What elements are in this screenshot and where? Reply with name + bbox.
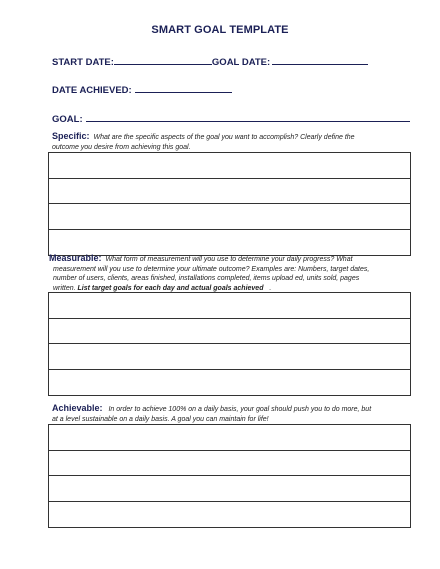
date-achieved-field [52, 83, 232, 96]
specific-description [52, 132, 355, 152]
measurable-row[interactable] [49, 344, 410, 370]
goal-date-line[interactable] [272, 55, 368, 65]
date-achieved-line[interactable] [135, 83, 232, 93]
specific-text-line-2: outcome you desire from achieving this goal. [52, 143, 191, 151]
achievable-row[interactable] [49, 425, 410, 451]
specific-box [48, 152, 411, 256]
measurable-row[interactable] [49, 293, 410, 319]
measurable-row[interactable] [49, 370, 410, 396]
specific-heading: Specific: [52, 131, 90, 141]
goal-date-label: GOAL DATE: [211, 57, 271, 68]
measurable-heading: Measurable: [49, 253, 102, 263]
achievable-text-line-1: In order to achieve 100% on a daily basis, your goal should push you to do more, but [108, 406, 372, 413]
specific-row[interactable] [49, 153, 410, 179]
goal-field [52, 112, 410, 125]
measurable-text-line-3: number of users, clients, areas finished, installations completed, items upload ed, units sold, pages [53, 275, 360, 282]
measurable-box [48, 292, 411, 396]
start-date-field [52, 55, 368, 68]
achievable-row[interactable] [49, 502, 410, 528]
achievable-box [48, 424, 411, 528]
achievable-text-line-2: at a level sustainable on a daily basis. A goal you can maintain for life! [52, 415, 269, 423]
measurable-text-line-4: written. [53, 284, 76, 292]
specific-row[interactable] [49, 179, 410, 205]
goal-label: GOAL: [52, 114, 83, 125]
achievable-row[interactable] [49, 451, 410, 477]
specific-row[interactable] [49, 230, 410, 256]
start-date-line[interactable] [114, 55, 212, 65]
date-achieved-label: DATE ACHIEVED: [52, 85, 132, 96]
achievable-description [52, 404, 371, 424]
measurable-period: . [269, 284, 272, 292]
achievable-row[interactable] [49, 476, 410, 502]
measurable-text-line-1: What form of measurement will you use to determine your daily progress? What [105, 256, 353, 263]
goal-line[interactable] [86, 112, 410, 122]
specific-text-line-1: What are the specific aspects of the goal you want to accomplish? Clearly define the [93, 134, 355, 141]
measurable-text-line-2: measurement will you use to determine your ultimate outcome? Examples are: Numbers, target dates, [53, 265, 370, 273]
measurable-row[interactable] [49, 319, 410, 345]
achievable-heading: Achievable: [52, 403, 103, 413]
specific-row[interactable] [49, 204, 410, 230]
measurable-description [49, 254, 369, 293]
start-date-label: START DATE: [52, 57, 114, 68]
measurable-emphasis: List target goals for each day and actual goals achieved [77, 284, 264, 292]
page-title: SMART GOAL TEMPLATE [151, 24, 289, 36]
